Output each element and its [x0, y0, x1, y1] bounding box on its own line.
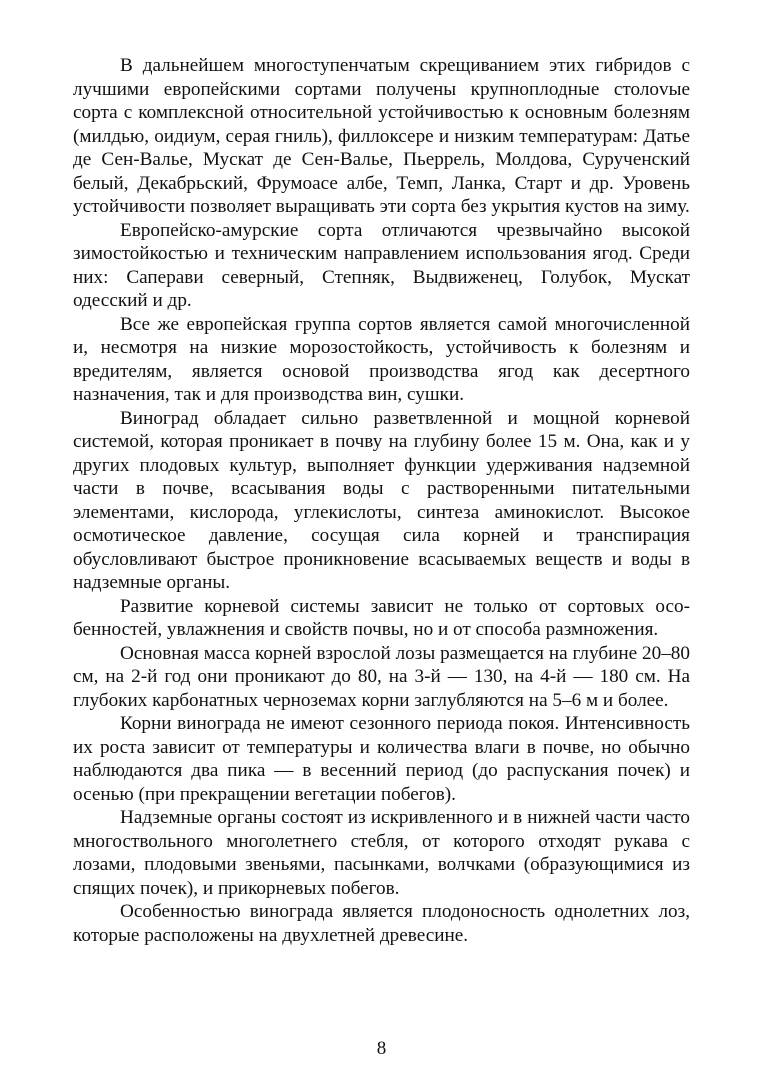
- paragraph-root-development: Развитие корневой системы зависит не только от сортовых особенностей, увлажнения и свойств почвы, но и от способа размножения.: [73, 595, 690, 640]
- paragraph-euro-amur-varieties: Европейско-амурские сорта отличаются чрезвычайно высокой зимостойкостью и техническим направлением использования ягод. Среди них: Саперави северный, Степняк, Выдвиженец, Голубок, Мускат одесский и др.: [73, 219, 690, 311]
- paragraph-hybrid-varieties: В дальнейшем многоступенчатым скрещиванием этих гибридов с лучшими европейскими сортами получены крупноплодные столоvые сорта с комплексной относительной устойчивостью к основным болезням (милдью, оидиум, серая гниль), филлоксере и низким температурам: Датье де Сен-Валье, Мускат де Сен-Валье, Пьеррель, Молдова, Сурученский белый, Декабрьский, Фрумоасе албе, Темп, Ланка, Старт и др. Уровень устойчивости позволяет выращивать эти сорта без укрытия кустов на зиму.: [73, 55, 690, 217]
- paragraph-european-group: Все же европейская группа сортов является самой многочисленной и, несмотря на низкие морозостойкость, устойчивость к болезням и вредителям, является основой производства ягод как десертного назначения, так и для производства вин, сушки.: [73, 313, 690, 405]
- paragraph-root-depth: Основная масса корней взрослой лозы размещается на глубине 20–80 см, на 2-й год они проникают до 80, на 3-й — 130, на 4-й — 180 см. На глубоких карбонатных черноземах корни заглубляются на 5–6 м и более.: [73, 642, 690, 711]
- paragraph-root-growth: Корни винограда не имеют сезонного периода покоя. Интенсивность их роста зависит от температуры и количества влаги в почве, но обычно наблюдаются два пика — в весенний период (до распускания почек) и осенью (при прекращении вегетации побегов).: [73, 713, 690, 805]
- paragraph-above-ground-organs: Надземные органы состоят из искривленного и в нижней части часто многоствольного многолетнего стебля, от которого отходят рукава с лозами, плодовыми звеньями, пасынками, волчками (образующимися из спящих почек), и прикорневых побегов.: [73, 807, 690, 899]
- page-number: 8: [376, 1038, 387, 1059]
- paragraph-fruiting: Особенностью винограда является плодоносность однолетних лоз, которые расположены на двухлетней древесине.: [73, 901, 690, 946]
- page-body: [73, 54, 690, 947]
- paragraph-root-system: Виноград обладает сильно разветвленной и мощной корневой системой, которая проникает в почву на глубину более 15 м. Она, как и у других плодовых культур, выполняет функции удерживания надземной части в почве, всасывания воды с растворенными питательными элементами, кислорода, углекислоты, синтеза аминокислот. Высокое осмотическое давление, сосущая сила корней и транспирация обусловливают быстрое проникновение всасываемых веществ и воды в надземные органы.: [73, 407, 690, 593]
